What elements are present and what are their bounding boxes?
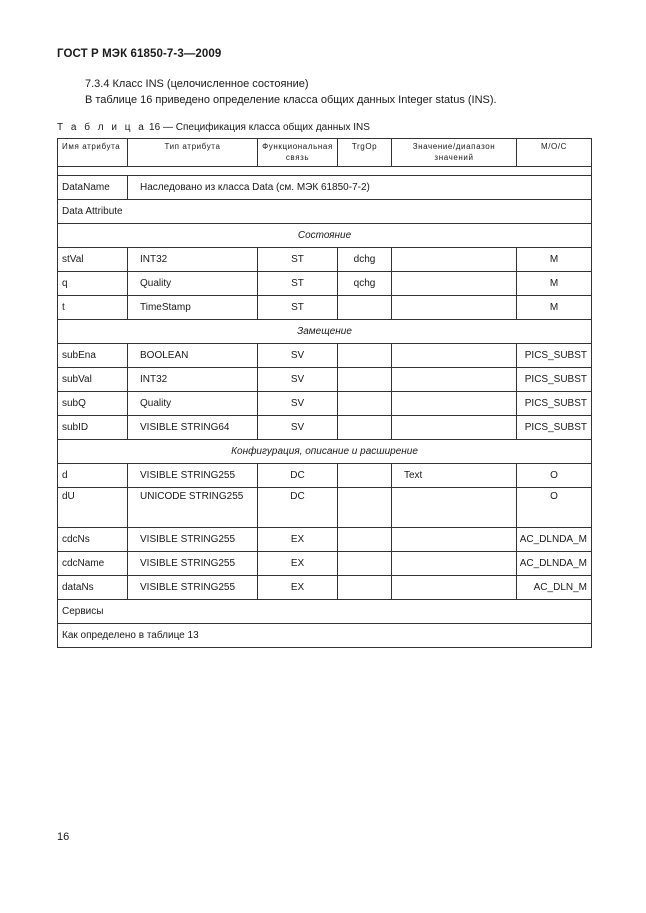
caption-text: 16 — Спецификация класса общих данных INS	[146, 122, 370, 133]
services-row-text: Сервисы	[58, 600, 592, 624]
table-header-row	[58, 139, 592, 167]
attr-name-cell: stVal	[58, 248, 128, 272]
attr-type-cell: INT32	[128, 248, 258, 272]
attr-value-cell	[392, 528, 517, 552]
attr-moc-cell: O	[517, 464, 592, 488]
services-ref-row	[58, 624, 592, 648]
attr-moc-cell: AC_DLNDA_M	[517, 552, 592, 576]
header-attribute-name: Имя атрибута	[58, 139, 128, 167]
section-substitution	[58, 320, 592, 344]
attr-value-cell	[392, 296, 517, 320]
attr-moc-cell: PICS_SUBST	[517, 344, 592, 368]
attr-type-cell: VISIBLE STRING255	[128, 552, 258, 576]
attr-name-cell: t	[58, 296, 128, 320]
attr-type-cell: VISIBLE STRING64	[128, 416, 258, 440]
attr-value-cell	[392, 488, 517, 528]
header-trgop: TrgOp	[338, 139, 392, 167]
ins-spec-table	[57, 138, 592, 648]
caption-prefix: Т а б л и ц а	[57, 122, 147, 133]
attr-trgop-cell	[338, 464, 392, 488]
document-header: ГОСТ Р МЭК 61850-7-3—2009	[57, 48, 222, 60]
attr-fc-cell: EX	[258, 576, 338, 600]
attr-moc-cell: M	[517, 296, 592, 320]
attr-value-cell	[392, 368, 517, 392]
attr-trgop-cell	[338, 576, 392, 600]
attr-trgop-cell	[338, 528, 392, 552]
attr-fc-cell: SV	[258, 368, 338, 392]
dataname-text: Наследовано из класса Data (см. МЭК 61850-7-2)	[128, 176, 592, 200]
attr-trgop-cell	[338, 552, 392, 576]
attribute-row	[58, 272, 592, 296]
attr-type-cell: INT32	[128, 368, 258, 392]
section-status-label: Состояние	[58, 224, 592, 248]
spacer-row	[58, 167, 592, 176]
attribute-row	[58, 416, 592, 440]
attr-trgop-cell	[338, 416, 392, 440]
attr-name-cell: cdcName	[58, 552, 128, 576]
attr-name-cell: cdcNs	[58, 528, 128, 552]
attr-fc-cell: SV	[258, 416, 338, 440]
header-attribute-type: Тип атрибута	[128, 139, 258, 167]
attr-fc-cell: EX	[258, 552, 338, 576]
attr-value-cell	[392, 576, 517, 600]
attr-name-cell: q	[58, 272, 128, 296]
dataname-row	[58, 176, 592, 200]
attr-trgop-cell	[338, 368, 392, 392]
attribute-row	[58, 576, 592, 600]
attribute-row	[58, 392, 592, 416]
table-caption	[57, 122, 370, 133]
attr-trgop-cell	[338, 392, 392, 416]
attr-name-cell: dU	[58, 488, 128, 528]
data-attribute-row	[58, 200, 592, 224]
attribute-row	[58, 552, 592, 576]
attr-name-cell: d	[58, 464, 128, 488]
attr-moc-cell: AC_DLN_M	[517, 576, 592, 600]
header-moc: M/O/C	[517, 139, 592, 167]
section-substitution-label: Замещение	[58, 320, 592, 344]
attr-type-cell: VISIBLE STRING255	[128, 528, 258, 552]
attr-moc-cell: PICS_SUBST	[517, 368, 592, 392]
attr-trgop-cell	[338, 488, 392, 528]
section-config-label: Конфигурация, описание и расширение	[58, 440, 592, 464]
attr-value-cell	[392, 552, 517, 576]
header-value-range: Значение/диапазон значений	[392, 139, 517, 167]
attr-name-cell: dataNs	[58, 576, 128, 600]
attr-moc-cell: PICS_SUBST	[517, 392, 592, 416]
attr-name-cell: subID	[58, 416, 128, 440]
attr-trgop-cell	[338, 344, 392, 368]
services-row	[58, 600, 592, 624]
attribute-row	[58, 464, 592, 488]
attr-name-cell: subVal	[58, 368, 128, 392]
attribute-row	[58, 344, 592, 368]
attr-moc-cell: M	[517, 248, 592, 272]
attr-name-cell: subEna	[58, 344, 128, 368]
attr-value-cell	[392, 272, 517, 296]
attr-trgop-cell: dchg	[338, 248, 392, 272]
attr-trgop-cell: qchg	[338, 272, 392, 296]
attr-value-cell	[392, 248, 517, 272]
attr-type-cell: Quality	[128, 392, 258, 416]
page-number: 16	[57, 831, 70, 843]
attr-value-cell	[392, 344, 517, 368]
attr-type-cell: VISIBLE STRING255	[128, 464, 258, 488]
attr-moc-cell: PICS_SUBST	[517, 416, 592, 440]
attr-fc-cell: SV	[258, 392, 338, 416]
attr-type-cell: UNICODE STRING255	[128, 488, 258, 528]
section-config	[58, 440, 592, 464]
attr-value-cell: Text	[392, 464, 517, 488]
dataname-label: DataName	[58, 176, 128, 200]
attr-type-cell: Quality	[128, 272, 258, 296]
attr-fc-cell: EX	[258, 528, 338, 552]
attr-name-cell: subQ	[58, 392, 128, 416]
attribute-row	[58, 248, 592, 272]
attr-fc-cell: DC	[258, 464, 338, 488]
attr-type-cell: BOOLEAN	[128, 344, 258, 368]
attr-fc-cell: SV	[258, 344, 338, 368]
attribute-row	[58, 488, 592, 528]
attr-moc-cell: M	[517, 272, 592, 296]
attr-value-cell	[392, 416, 517, 440]
attr-moc-cell: AC_DLNDA_M	[517, 528, 592, 552]
services-ref-row-text: Как определено в таблице 13	[58, 624, 592, 648]
data-attribute-label: Data Attribute	[58, 200, 592, 224]
attr-type-cell: VISIBLE STRING255	[128, 576, 258, 600]
attr-fc-cell: ST	[258, 296, 338, 320]
attr-fc-cell: ST	[258, 248, 338, 272]
attr-value-cell	[392, 392, 517, 416]
section-heading: 7.3.4 Класс INS (целочисленное состояние)	[85, 78, 309, 90]
attribute-row	[58, 368, 592, 392]
attr-fc-cell: ST	[258, 272, 338, 296]
attr-type-cell: TimeStamp	[128, 296, 258, 320]
attr-trgop-cell	[338, 296, 392, 320]
section-status	[58, 224, 592, 248]
attr-moc-cell: O	[517, 488, 592, 528]
attribute-row	[58, 528, 592, 552]
intro-paragraph: В таблице 16 приведено определение класса общих данных Integer status (INS).	[85, 94, 497, 106]
header-functional-constraint: Функциональная связь	[258, 139, 338, 167]
attr-fc-cell: DC	[258, 488, 338, 528]
attribute-row	[58, 296, 592, 320]
